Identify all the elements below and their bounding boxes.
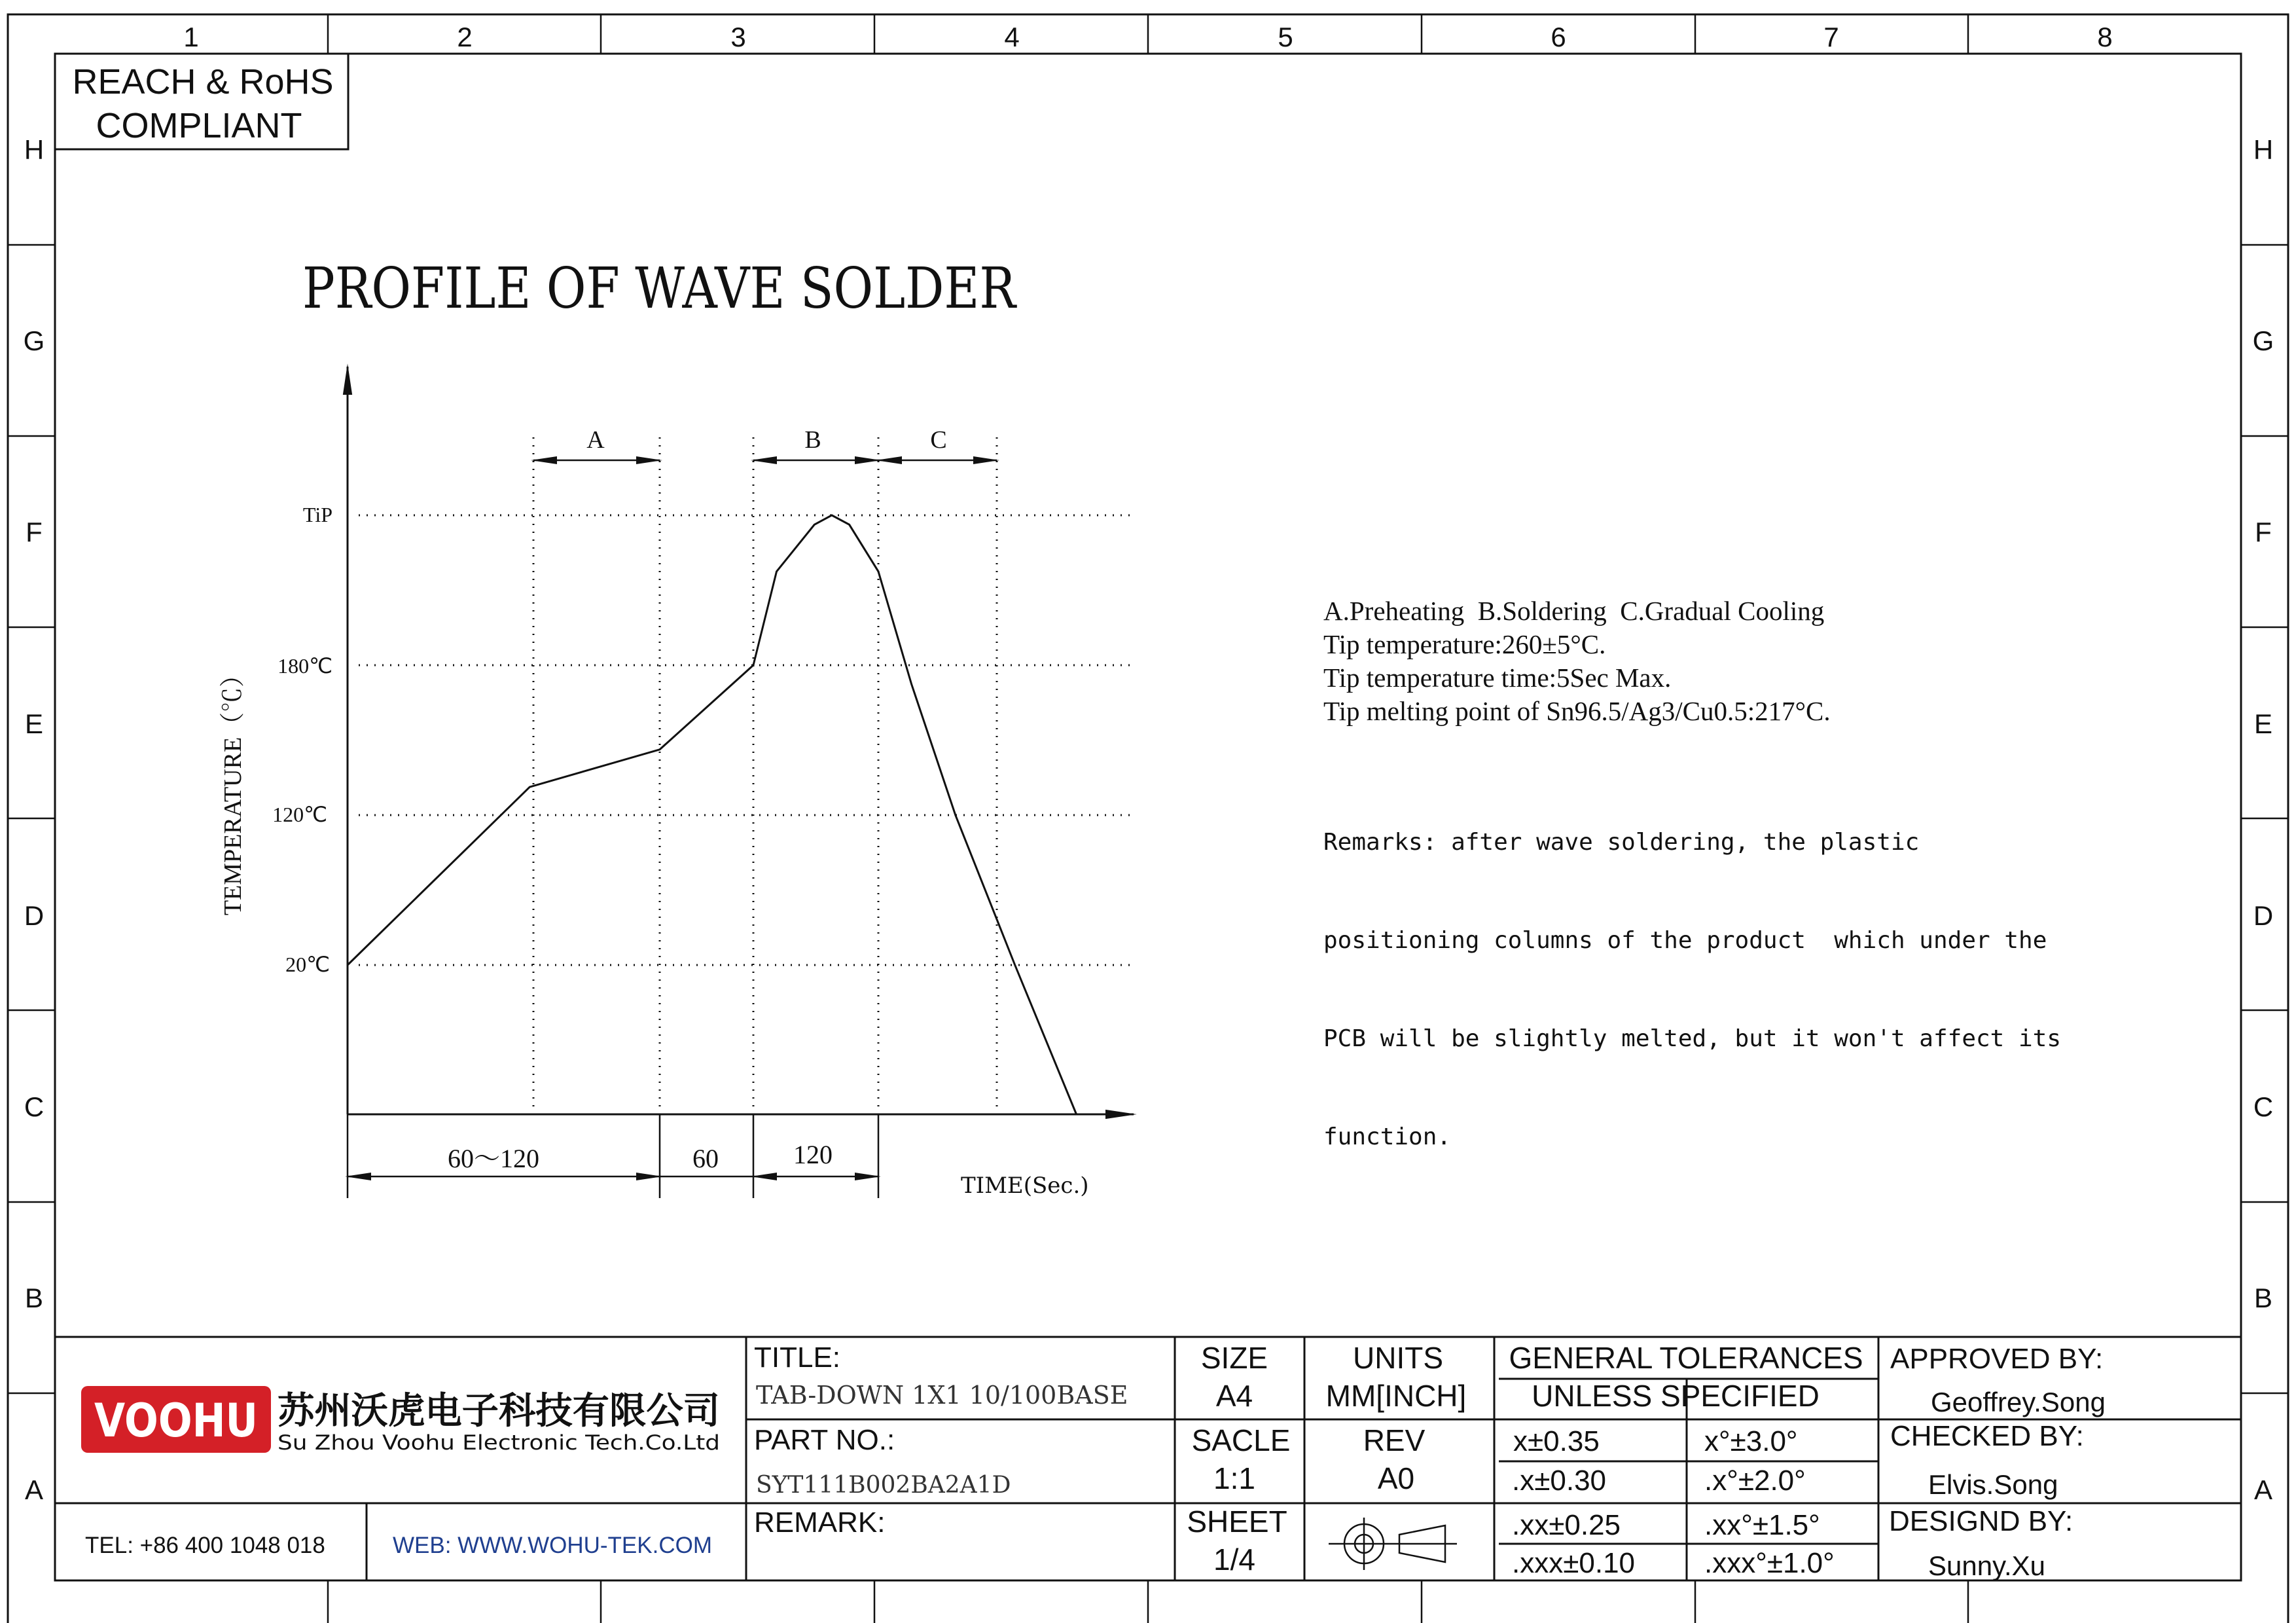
row-marker-b-right: B bbox=[2253, 1283, 2273, 1313]
row-marker-f-right: F bbox=[2255, 517, 2272, 547]
notes-line-4: Tip melting point of Sn96.5/Ag3/Cu0.5:217°C. bbox=[1323, 696, 1831, 726]
remarks-line-3: PCB will be slightly melted, but it won't affect its bbox=[1323, 1025, 2062, 1052]
col-marker-8: 8 bbox=[2097, 22, 2113, 52]
row-marker-g-left: G bbox=[23, 325, 45, 356]
tol-linear-0: x±0.35 bbox=[1513, 1425, 1600, 1457]
part-no-value: SYT111B002BA2A1D bbox=[756, 1472, 1011, 1499]
col-marker-4: 4 bbox=[1004, 22, 1020, 52]
tol-angular-2: .xx°±1.5° bbox=[1704, 1509, 1820, 1541]
tol-angular-3: .xxx°±1.0° bbox=[1704, 1547, 1835, 1579]
remark-label: REMARK: bbox=[754, 1506, 886, 1539]
compliance-line-2: COMPLIANT bbox=[96, 106, 302, 145]
designed-by-name: Sunny.Xu bbox=[1928, 1550, 2046, 1581]
remarks-line-1: Remarks: after wave soldering, the plastic bbox=[1323, 829, 1920, 856]
row-marker-e-left: E bbox=[24, 708, 44, 739]
remarks-line-2: positioning columns of the product which under the bbox=[1323, 927, 2047, 954]
tolerances-title-2: UNLESS SPECIFIED bbox=[1532, 1379, 1820, 1413]
row-marker-c-left: C bbox=[24, 1091, 45, 1122]
row-marker-b-left: B bbox=[24, 1283, 44, 1313]
remarks-block bbox=[1323, 761, 2061, 1186]
voohu-logo bbox=[81, 1386, 271, 1453]
row-marker-a-left: A bbox=[24, 1474, 44, 1505]
size-label: SIZE bbox=[1200, 1341, 1268, 1375]
title-label: TITLE: bbox=[754, 1341, 841, 1374]
rev-label: REV bbox=[1363, 1423, 1426, 1457]
scale-label: SACLE bbox=[1191, 1423, 1291, 1457]
col-marker-2: 2 bbox=[457, 22, 473, 52]
part-no-label: PART NO.: bbox=[754, 1424, 895, 1456]
compliance-box bbox=[55, 54, 348, 149]
y-tick-180: 180℃ bbox=[278, 654, 332, 678]
tolerances-title-1: GENERAL TOLERANCES bbox=[1509, 1341, 1863, 1375]
wave-solder-chart bbox=[219, 367, 1136, 1199]
row-marker-f-left: F bbox=[26, 517, 43, 547]
scale-value: 1:1 bbox=[1213, 1461, 1255, 1495]
y-tick-20: 20℃ bbox=[285, 953, 330, 976]
rev-value: A0 bbox=[1377, 1461, 1415, 1495]
company-name-en: Su Zhou Voohu Electronic Tech.Co.Ltd bbox=[278, 1431, 720, 1455]
col-marker-6: 6 bbox=[1551, 22, 1566, 52]
website-link[interactable]: WEB: WWW.WOHU-TEK.COM bbox=[393, 1533, 712, 1558]
row-marker-g-right: G bbox=[2252, 325, 2274, 356]
sheet-label: SHEET bbox=[1187, 1504, 1287, 1539]
company-name-cn: 苏州沃虎电子科技有限公司 bbox=[278, 1390, 720, 1432]
time-segment-1: 60～120 bbox=[448, 1144, 539, 1173]
row-marker-d-left: D bbox=[24, 900, 45, 931]
tol-angular-1: .x°±2.0° bbox=[1704, 1465, 1806, 1497]
designed-by-label: DESIGND BY: bbox=[1889, 1505, 2073, 1537]
col-marker-1: 1 bbox=[183, 22, 199, 52]
title-value: TAB-DOWN 1X1 10/100BASE bbox=[756, 1381, 1128, 1410]
col-marker-5: 5 bbox=[1278, 22, 1293, 52]
compliance-line-1: REACH & RoHS bbox=[72, 62, 334, 101]
units-label: UNITS bbox=[1353, 1341, 1443, 1375]
row-marker-c-right: C bbox=[2253, 1091, 2274, 1122]
time-segment-3: 120 bbox=[793, 1140, 833, 1169]
remarks-line-4: function. bbox=[1323, 1123, 1452, 1150]
checked-by-name: Elvis.Song bbox=[1928, 1469, 2058, 1500]
tol-linear-2: .xx±0.25 bbox=[1512, 1509, 1621, 1541]
row-marker-h-left: H bbox=[24, 134, 45, 165]
logo-text: VOOHU bbox=[94, 1394, 258, 1448]
approved-by-label: APPROVED BY: bbox=[1890, 1343, 2104, 1375]
x-axis-label: TIME(Sec.) bbox=[961, 1173, 1089, 1199]
zone-b-label: B bbox=[804, 426, 821, 454]
process-notes bbox=[1323, 594, 1831, 728]
y-axis-label: TEMPERATURE（℃） bbox=[219, 662, 247, 916]
row-marker-h-right: H bbox=[2253, 134, 2274, 165]
row-marker-d-right: D bbox=[2253, 900, 2274, 931]
tol-linear-1: .x±0.30 bbox=[1512, 1465, 1607, 1497]
tol-linear-3: .xxx±0.10 bbox=[1512, 1547, 1636, 1579]
checked-by-label: CHECKED BY: bbox=[1890, 1420, 2084, 1452]
zone-a-label: A bbox=[586, 426, 605, 454]
zone-c-label: C bbox=[930, 426, 947, 454]
col-marker-7: 7 bbox=[1823, 22, 1839, 52]
notes-line-3: Tip temperature time:5Sec Max. bbox=[1323, 663, 1672, 693]
y-tick-120: 120℃ bbox=[272, 803, 327, 826]
size-value: A4 bbox=[1215, 1379, 1253, 1413]
col-marker-3: 3 bbox=[730, 22, 746, 52]
approved-by-name: Geoffrey.Song bbox=[1931, 1387, 2106, 1417]
tol-angular-0: x°±3.0° bbox=[1704, 1425, 1798, 1457]
row-marker-e-right: E bbox=[2253, 708, 2273, 739]
row-marker-a-right: A bbox=[2253, 1474, 2273, 1505]
notes-line-1: A.Preheating B.Soldering C.Gradual Cooling bbox=[1323, 596, 1825, 626]
sheet-value: 1/4 bbox=[1213, 1542, 1255, 1577]
drawing-title: PROFILE OF WAVE SOLDER bbox=[302, 256, 1017, 321]
projection-symbol-icon bbox=[1329, 1518, 1457, 1570]
time-segment-2: 60 bbox=[692, 1144, 719, 1173]
units-value: MM[INCH] bbox=[1325, 1379, 1467, 1413]
notes-line-2: Tip temperature:260±5°C. bbox=[1323, 629, 1606, 659]
y-tick-tip: TiP bbox=[302, 503, 332, 526]
tel-number: TEL: +86 400 1048 018 bbox=[85, 1533, 325, 1558]
